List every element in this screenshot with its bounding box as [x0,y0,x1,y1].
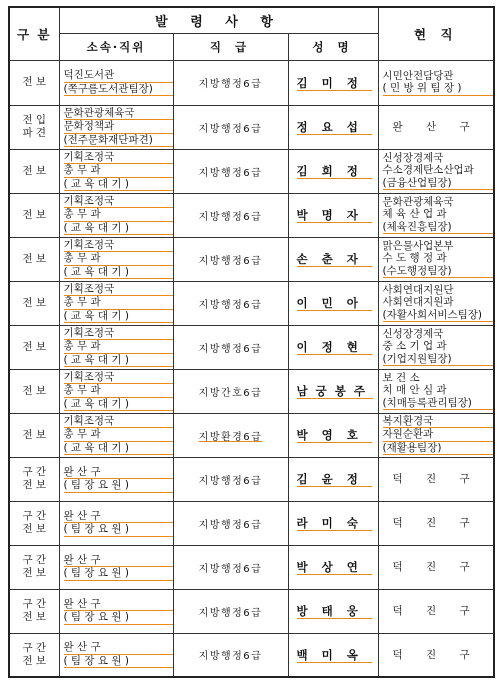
sosok-cell [59,501,173,545]
jikgeup-cell: 지방행정6급 [173,633,288,677]
gubun-line: 전 보 [22,76,47,88]
hyeonjik-cell [378,60,494,105]
hyeonjik-cell [378,633,494,677]
hyeonjik-line: 덕 진 구 [392,472,480,485]
jikgeup-cell: 지방행정6급 [173,193,288,237]
hyeonjik-line: 치 매 안 심 과 [382,384,447,397]
hyeonjik-cell [378,237,494,281]
table-row [9,457,494,501]
name-cell [288,633,378,677]
hyeonjik-line: (치매등록관리팀장) [383,397,494,411]
sosok-line: 완 산 구 [64,641,173,655]
sosok-line: 덕진도서관 [64,69,173,83]
gubun-cell [9,545,59,589]
name-cell [288,457,378,501]
name-cell [288,413,378,457]
sosok-line: 총 무 과 [64,296,173,310]
gubun-line: 구 간 [22,641,47,654]
sosok-line: 기획조정국 [64,283,173,297]
sosok-line: ( 팀 장 요 원 ) [64,523,173,537]
person-name: 백미옥 [296,647,372,662]
name-cell [288,193,378,237]
person-name: 방태웅 [296,604,372,618]
hyeonjik-cell [378,193,494,237]
sosok-line: ( 교 육 대 기 ) [64,310,173,324]
name-cell [288,545,378,589]
sosok-line: ( 교 육 대 기 ) [64,354,173,368]
gubun-line: 전 보 [22,428,47,441]
jikgeup-cell: 지방행정6급 [173,281,288,325]
person-name: 김미정 [296,75,372,90]
sosok-line: 총 무 과 [64,208,173,222]
gubun-line: 전 보 [22,340,47,353]
hyeonjik-line: 덕 진 구 [392,516,480,529]
gubun-line: 전 보 [22,567,47,579]
jikgeup-cell: 지방행정6급 [173,501,288,545]
hyeonjik-cell [378,589,494,633]
hyeonjik-line: (수도행정팀장) [383,265,494,279]
table-row [9,325,494,369]
hyeonjik-cell [378,325,494,369]
gubun-line: 구 간 [22,510,47,522]
hyeonjik-line: 수 도 행 정 과 [382,252,447,265]
hyeonjik-line: 맑은물사업본부 [382,239,454,252]
name-cell [288,325,378,369]
person-name: 박명자 [296,208,372,222]
hyeonjik-cell [378,501,494,545]
name-cell [288,589,378,633]
sosok-line: ( 교 육 대 기 ) [64,178,173,192]
sosok-cell [59,281,173,325]
sosok-line: (쪽구름도서관팀장) [64,83,173,97]
name-cell [288,281,378,325]
gubun-line: 구 간 [22,466,47,478]
hyeonjik-cell [378,105,494,149]
hyeonjik-cell [378,413,494,457]
jikgeup-cell: 지방행정6급 [173,325,288,369]
person-name: 이정현 [296,340,372,354]
table-row [9,237,494,281]
table-row [9,589,494,633]
sosok-line: 문화정책과 [64,120,173,134]
sosok-cell [59,60,173,105]
gubun-cell [9,633,59,677]
sosok-line: 총 무 과 [64,428,173,442]
sosok-line: 완 산 구 [64,510,173,524]
name-cell [288,60,378,105]
hyeonjik-line: 중 소 기 업 과 [382,340,447,353]
sosok-line: 기획조정국 [64,239,173,253]
gubun-line: 전 보 [22,523,47,535]
person-name: 박영호 [296,428,372,442]
jikgeup-cell: 지방행정6급 [173,237,288,281]
gubun-line: 전 보 [22,384,47,397]
sosok-line: 기획조정국 [64,195,173,209]
sosok-line: 기획조정국 [64,415,173,429]
table-row [9,413,494,457]
hyeonjik-line: 문화관광체육국 [382,195,454,208]
sosok-line: 총 무 과 [64,164,173,178]
hyeonjik-cell [378,545,494,589]
person-name: 박상연 [296,560,372,574]
gubun-line: 전 보 [22,208,47,221]
sosok-line: ( 팀 장 요 원 ) [64,655,173,669]
hyeonjik-line: 사회연대지원과 [382,296,454,309]
gubun-line: 전 보 [22,479,47,491]
header-appointment-group: 발 령 사 항 [59,7,378,33]
sosok-cell [59,413,173,457]
sosok-line: 기획조정국 [64,371,173,385]
jikgeup-cell: 지방행정6급 [173,105,288,149]
gubun-cell [9,105,59,149]
table-row [9,501,494,545]
sosok-line: 완 산 구 [64,554,173,568]
table-row [9,149,494,193]
hyeonjik-line: 체 육 산 업 과 [382,208,447,221]
hyeonjik-line: 시민안전담당관 [382,69,454,82]
sosok-line: ( 팀 장 요 원 ) [64,479,173,493]
jikgeup-cell: 지방행정6급 [173,149,288,193]
gubun-cell [9,281,59,325]
sosok-line: ( 교 육 대 기 ) [64,266,173,280]
jikgeup-cell: 지방행정6급 [173,545,288,589]
sosok-line: 완 산 구 [64,598,173,612]
header-name: 성 명 [288,33,378,60]
jikgeup-cell: 지방간호6급 [173,369,288,413]
sosok-line: 기획조정국 [64,327,173,341]
sosok-line: ( 교 육 대 기 ) [64,442,173,456]
header-gubun: 구 분 [9,7,59,60]
gubun-line: 전 보 [22,296,47,309]
gubun-cell [9,60,59,105]
sosok-line: ( 팀 장 요 원 ) [64,611,173,625]
jikgeup-cell: 지방행정6급 [173,457,288,501]
hyeonjik-line: 수소경제탄소산업과 [382,164,474,177]
table-row [9,369,494,413]
appointment-table [8,6,495,678]
gubun-cell [9,325,59,369]
table-row [9,193,494,237]
hyeonjik-cell [378,457,494,501]
person-name: 손춘자 [296,252,372,266]
sosok-cell [59,237,173,281]
gubun-line: 파 견 [22,127,47,139]
table-row [9,105,494,149]
person-name: 이민아 [296,296,372,310]
person-name: 라미숙 [296,516,372,530]
sosok-line: 총 무 과 [64,340,173,354]
sosok-cell [59,105,173,149]
gubun-cell [9,589,59,633]
gubun-cell [9,237,59,281]
hyeonjik-line: (체육진흥팀장) [383,221,494,235]
gubun-cell [9,149,59,193]
hyeonjik-line: 덕 진 구 [392,648,480,661]
hyeonjik-line: 신성장경제국 [382,327,444,340]
sosok-cell [59,369,173,413]
gubun-line: 전 보 [22,164,47,177]
person-name: 남궁봉주 [296,384,373,398]
sosok-line: ( 교 육 대 기 ) [64,398,173,412]
gubun-line: 전 보 [22,252,47,265]
gubun-line: 전 입 [22,114,47,126]
sosok-cell [59,193,173,237]
jikgeup-cell: 지방환경6급 [173,413,288,457]
person-name: 김희정 [296,164,372,178]
sosok-cell [59,325,173,369]
sosok-cell [59,149,173,193]
gubun-cell [9,457,59,501]
sosok-line: ( 팀 장 요 원 ) [64,567,173,581]
name-cell [288,149,378,193]
gubun-line: 전 보 [22,611,47,623]
hyeonjik-line: (금융산업팀장) [383,177,494,191]
sosok-line: 기획조정국 [64,151,173,165]
hyeonjik-line: 덕 진 구 [392,604,480,617]
hyeonjik-cell [378,369,494,413]
table-row [9,633,494,677]
name-cell [288,369,378,413]
gubun-cell [9,369,59,413]
jikgeup-cell: 지방행정6급 [173,589,288,633]
sosok-cell [59,633,173,677]
table-row [9,60,494,105]
hyeonjik-line: 보 건 소 [382,371,420,384]
name-cell [288,105,378,149]
header-hyeonjik: 현 직 [378,7,494,60]
hyeonjik-line: 자원순환과 [383,428,494,442]
hyeonjik-line: (재활용팀장) [383,442,494,456]
hyeonjik-line: 덕 진 구 [392,560,480,573]
hyeonjik-line: 사회연대지원단 [382,283,454,296]
sosok-line: 총 무 과 [64,384,173,398]
name-cell [288,501,378,545]
hyeonjik-line: 복지환경국 [383,415,494,429]
sosok-cell [59,545,173,589]
table-row [9,281,494,325]
hyeonjik-line: ( 민 방 위 팀 장 ) [383,82,494,96]
hyeonjik-line: 신성장경제국 [382,151,444,164]
hyeonjik-line: (기업지원팀장) [383,353,494,367]
header-jikgeup: 직 급 [173,33,288,60]
sosok-line: ( 교 육 대 기 ) [64,222,173,236]
personnel-order-sheet [8,6,493,678]
sosok-line: (전주문화재단파견) [64,134,173,148]
gubun-cell [9,413,59,457]
jikgeup-cell: 지방행정6급 [173,60,288,105]
hyeonjik-line: 완 산 구 [392,120,480,133]
gubun-cell [9,501,59,545]
sosok-line: 완 산 구 [64,466,173,480]
sosok-cell [59,589,173,633]
sosok-cell [59,457,173,501]
gubun-cell [9,193,59,237]
gubun-line: 구 간 [22,598,47,610]
hyeonjik-cell [378,281,494,325]
hyeonjik-cell [378,149,494,193]
header-sosok: 소속·직위 [59,33,173,60]
sosok-line: 총 무 과 [64,252,173,266]
gubun-line: 전 보 [22,654,47,667]
person-name: 김윤정 [296,472,372,486]
gubun-line: 구 간 [22,554,47,566]
person-name: 정요섭 [296,120,372,134]
table-row [9,545,494,589]
hyeonjik-line: (자활사회서비스팀장) [383,309,494,323]
name-cell [288,237,378,281]
sosok-line: 문화관광체육국 [64,107,173,121]
